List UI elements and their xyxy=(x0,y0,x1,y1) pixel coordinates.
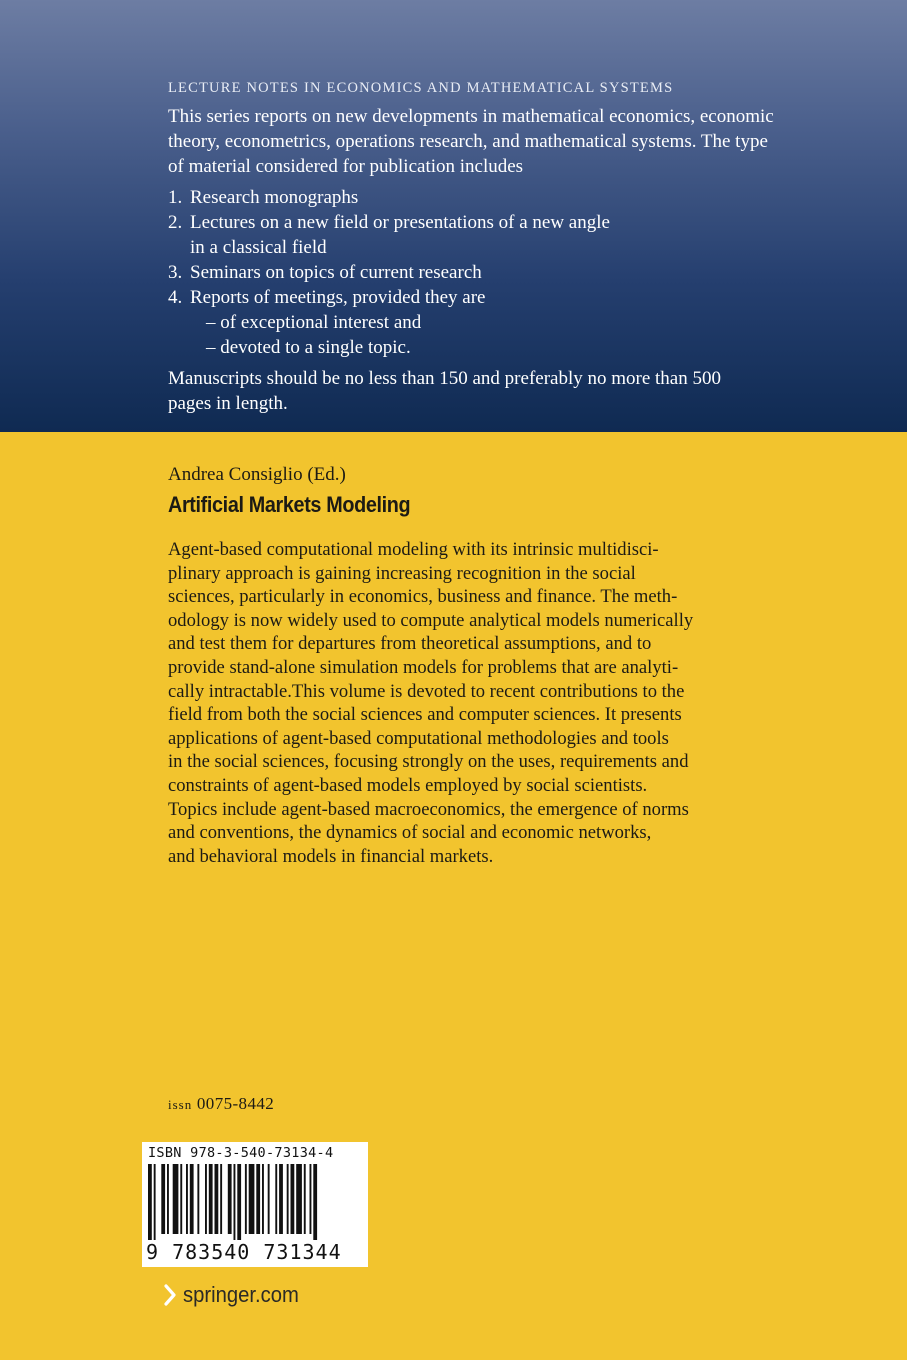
book-panel xyxy=(0,432,907,1360)
book-description: Agent-based computational modeling with its intrinsic multidisci- plinary approach is gaining increasing recognition in the social sciences, particularly in economics, business and finance. The meth- odology is now widely used to compute analytical models numerically and test them for departures from theoretical assumptions, and to provide stand-alone simulation models for problems that are analyti- cally intractable.This volume is devoted to recent contributions to the field from both the social sciences and computer sciences. It presents applications of agent-based computational methodologies and tools in the social sciences, focusing strongly on the uses, requirements and constraints of agent-based models employed by social scientists. Topics include agent-based macroeconomics, the emergence of norms and conventions, the dynamics of social and economic networks, and behavioral models in financial markets. xyxy=(168,539,694,867)
publisher-url: springer.com xyxy=(183,1282,299,1307)
book-title: Artificial Markets Modeling xyxy=(168,492,411,517)
barcode-bar xyxy=(209,1164,213,1234)
list-number: 1. xyxy=(168,187,183,208)
sub-item: – devoted to a single topic. xyxy=(206,337,411,358)
publication-types-list xyxy=(168,185,610,360)
isbn-barcode xyxy=(142,1142,368,1267)
list-text: Reports of meetings, provided they are xyxy=(190,287,486,308)
barcode-bar xyxy=(228,1164,232,1234)
list-text-continuation: in a classical field xyxy=(190,237,327,258)
barcode-bar xyxy=(205,1164,207,1234)
barcode-bar xyxy=(275,1164,277,1234)
list-item xyxy=(168,185,610,210)
barcode-bar xyxy=(291,1164,295,1234)
series-intro: This series reports on new developments in mathematical economics, economic theory, econometrics, operations research, and mathematical systems. The type of material considered for publication includes xyxy=(168,106,774,177)
barcode-bar xyxy=(167,1164,169,1234)
list-number: 4. xyxy=(168,287,183,308)
list-item xyxy=(168,210,610,260)
issn-value: 0075-8442 xyxy=(196,1094,275,1113)
barcode-bar xyxy=(245,1164,247,1234)
barcode-bar xyxy=(197,1164,199,1234)
barcode-bar xyxy=(237,1164,241,1240)
series-panel xyxy=(0,0,907,432)
barcode-bar xyxy=(154,1164,156,1240)
barcode-bar xyxy=(296,1164,302,1234)
barcode-bar xyxy=(220,1164,222,1234)
barcode-bar xyxy=(234,1164,236,1240)
barcode-bar xyxy=(180,1164,182,1234)
barcode-bar xyxy=(287,1164,289,1234)
barcode-bar xyxy=(173,1164,179,1234)
barcode-bars xyxy=(148,1164,362,1240)
list-text: Seminars on topics of current research xyxy=(190,262,482,283)
barcode-bar xyxy=(256,1164,260,1234)
barcode-bar xyxy=(268,1164,270,1234)
issn-line xyxy=(168,1094,274,1114)
barcode-bar xyxy=(249,1164,255,1234)
list-text: Lectures on a new field or presentations of a new angle xyxy=(190,212,610,233)
issn-label: issn xyxy=(168,1097,193,1112)
barcode-bar xyxy=(304,1164,306,1234)
publisher-link[interactable] xyxy=(163,1282,309,1308)
list-number: 2. xyxy=(168,212,183,233)
book-editor: Andrea Consiglio (Ed.) xyxy=(168,464,346,485)
list-item xyxy=(168,285,610,360)
list-item xyxy=(168,260,610,285)
isbn-text: ISBN 978-3-540-73134-4 xyxy=(148,1145,334,1161)
barcode-bar xyxy=(148,1164,152,1240)
list-text: Research monographs xyxy=(190,187,359,208)
chevron-right-icon xyxy=(163,1284,177,1306)
barcode-bar xyxy=(161,1164,165,1234)
sub-item: – of exceptional interest and xyxy=(206,312,422,333)
barcode-bar xyxy=(310,1164,312,1234)
list-number: 3. xyxy=(168,262,183,283)
manuscript-length-note: Manuscripts should be no less than 150 and preferably no more than 500 pages in length. xyxy=(168,368,721,414)
barcode-bar xyxy=(215,1164,219,1234)
barcode-bar xyxy=(279,1164,283,1234)
barcode-bar xyxy=(262,1164,264,1234)
barcode-bar xyxy=(190,1164,194,1234)
barcode-digits: 9 783540 731344 xyxy=(146,1240,342,1264)
series-title: LECTURE NOTES IN ECONOMICS AND MATHEMATICAL SYSTEMS xyxy=(168,80,674,96)
barcode-bar xyxy=(186,1164,188,1234)
barcode-bar xyxy=(313,1164,317,1240)
